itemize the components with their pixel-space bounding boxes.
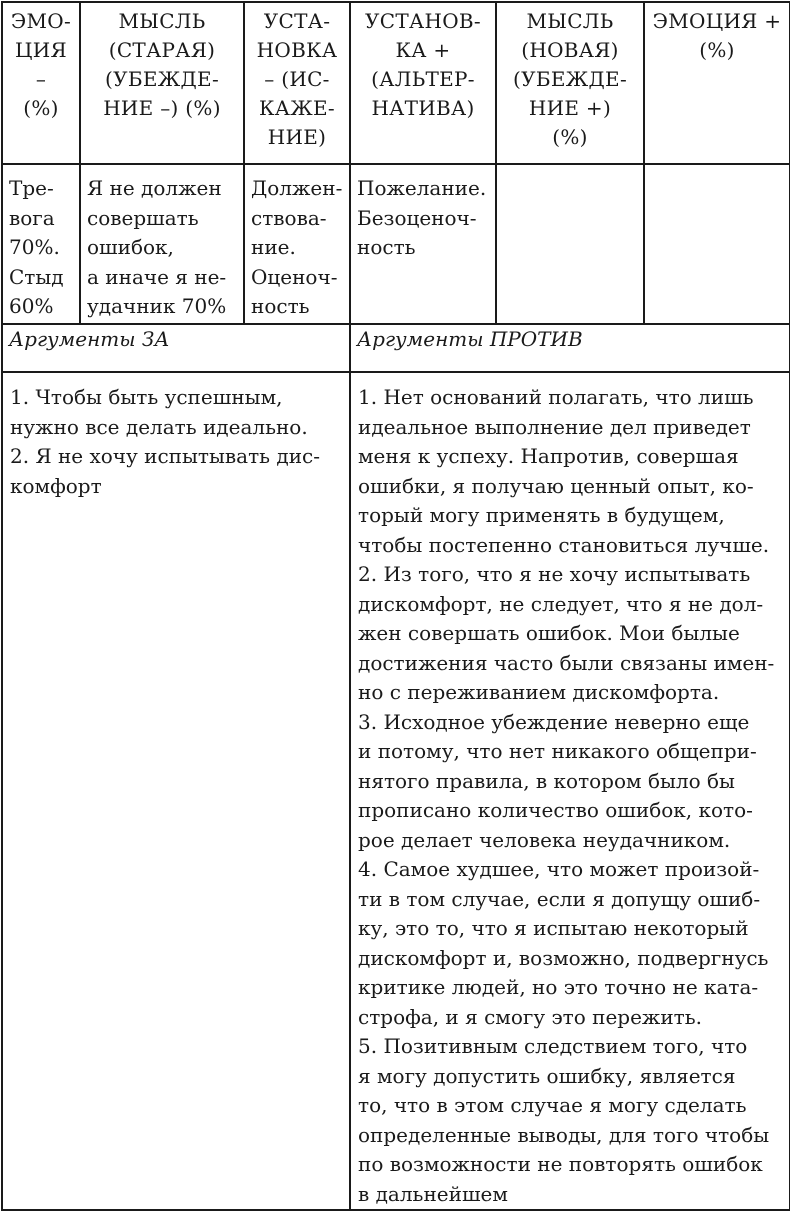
cell-emotion-new [644, 164, 790, 324]
arguments-for-label-cell [2, 324, 350, 372]
arguments-against-cell [350, 372, 790, 1210]
cell-attitude-distortion: Должен- ствова- ние. Оценоч- ность [244, 164, 350, 324]
cell-emotion-old: Тре- вога 70%. Стыд 60% [2, 164, 80, 324]
header-row [2, 2, 790, 164]
header-cell-thought-new: МЫСЛЬ (НОВАЯ) (УБЕЖДЕ- НИЕ +) (%) [496, 2, 644, 164]
arguments-label-row [2, 324, 790, 372]
arguments-for-text: 1. Чтобы быть успешным, нужно все делать идеально. 2. Я не хочу испытывать дис- комфорт [10, 385, 320, 498]
table-row [2, 164, 790, 324]
cell-thought-new [496, 164, 644, 324]
header-cell-emotion-old: ЭМО- ЦИЯ – (%) [2, 2, 80, 164]
arguments-content-row [2, 372, 790, 1210]
arguments-for-label: Аргументы ЗА [9, 327, 170, 351]
arguments-against-text: 1. Нет оснований полагать, что лишь идеальное выполнение дел приведет меня к успеху. Напротив, совершая ошибки, я получаю ценный опыт, ко- торый могу применять в будущем, чтобы постепенно становиться лучше. 2. Из того, что я не хочу испытывать дискомфорт, не следует, что я не дол- жен совершать ошибок. Мои былые достижения часто были связаны имен- но с переживанием дискомфорта. 3. Исходное убеждение неверно еще и потому, что нет никакого общепри- нятого правила, в котором было бы прописано количество ошибок, кото- рое делает человека неудачником. 4. Самое худшее, что может произой- ти в том случае, если я допущу ошиб- ку, это то, что я испытаю некоторый дискомфорт и, возможно, подвергнусь критике людей, но это точно не ката- строфа, и я смогу это пережить. 5. Позитивным следствием того, что я могу допустить ошибку, является то, что в этом случае я могу сделать определенные выводы, для того чтобы по возможности не повторять ошибок в дальнейшем [358, 385, 775, 1206]
header-cell-thought-old: МЫСЛЬ (СТАРАЯ) (УБЕЖДЕ- НИЕ –) (%) [80, 2, 244, 164]
thought-record-table [1, 1, 790, 1211]
header-cell-attitude-alternative: УСТАНОВ- КА + (АЛЬТЕР- НАТИВА) [350, 2, 496, 164]
cell-thought-old: Я не должен совершать ошибок, а иначе я не- удачник 70% [80, 164, 244, 324]
cell-attitude-alternative: Пожелание. Безоценоч- ность [350, 164, 496, 324]
arguments-against-label-cell [350, 324, 790, 372]
header-cell-attitude-distortion: УСТА- НОВКА – (ИС- КАЖЕ- НИЕ) [244, 2, 350, 164]
arguments-against-label: Аргументы ПРОТИВ [357, 327, 583, 351]
arguments-for-cell [2, 372, 350, 1210]
header-cell-emotion-new: ЭМОЦИЯ + (%) [644, 2, 790, 164]
